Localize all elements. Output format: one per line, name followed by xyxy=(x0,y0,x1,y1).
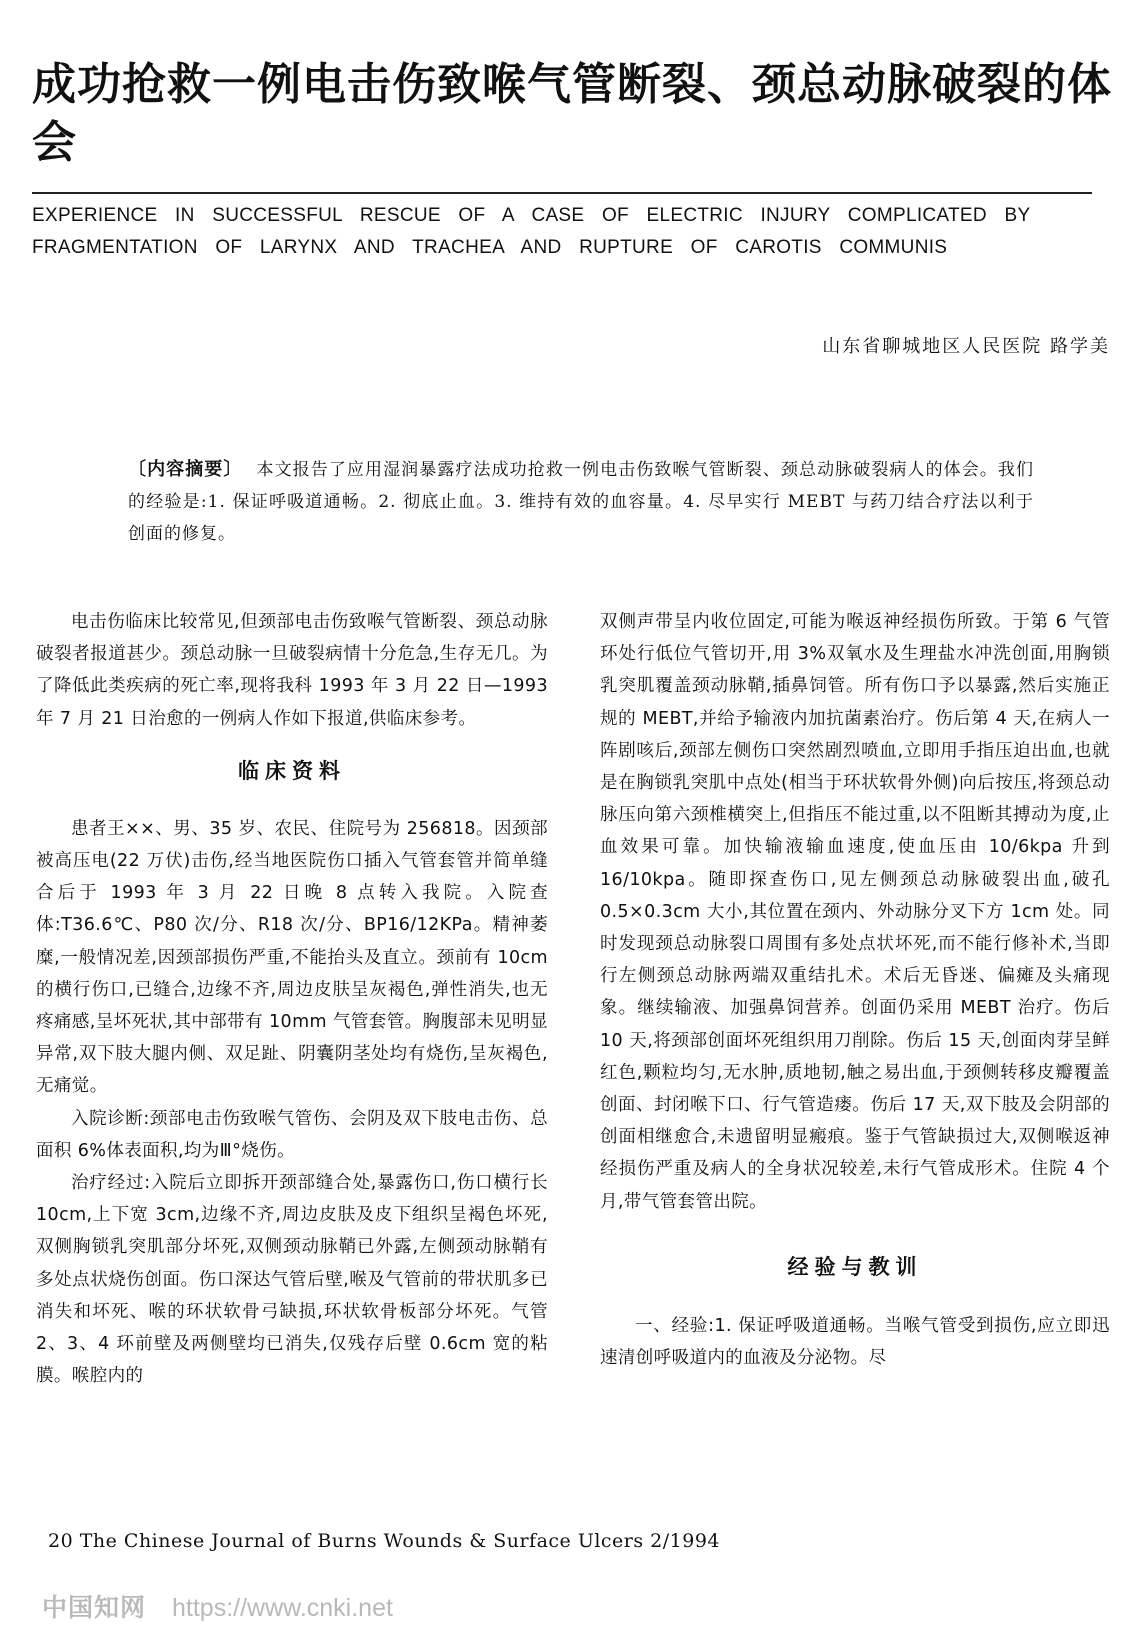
cnki-watermark xyxy=(42,1588,393,1624)
watermark-brand: 中国知网 xyxy=(42,1594,147,1622)
section-heading-experience: 经验与教训 xyxy=(787,1254,923,1279)
abstract-text: 本文报告了应用湿润暴露疗法成功抢救一例电击伤致喉气管断裂、颈总动脉破裂病人的体会。我们的经验是:1. 保证呼吸道通畅。2. 彻底止血。3. 维持有效的血容量。4. 尽早实行 MEBT 与药刀结合疗法以利于创面的修复。 xyxy=(128,460,1034,544)
intro-paragraph: 电击伤临床比较常见,但颈部电击伤致喉气管断裂、颈总动脉破裂者报道甚少。颈总动脉一旦破裂病情十分危急,生存无几。为了降低此类疾病的死亡率,现将我科 1993 年 3 月 22 日—1993 年 7 月 21 日治愈的一例病人作如下报道,供临床参考。 xyxy=(36,612,548,729)
author-affiliation: 山东省聊城地区人民医院 路学美 xyxy=(822,336,1110,357)
case-paragraph: 患者王××、男、35 岁、农民、住院号为 256818。因颈部被高压电(22 万伏)击伤,经当地医院伤口插入气管套管并简单缝合后于 1993 年 3 月 22 日晚 8 点转入我院。入院查体:T36.6℃、P80 次/分、R18 次/分、BP16/12KPa。精神萎糜,一般情况差,因颈部损伤严重,不能抬头及直立。颈前有 10cm 的横行伤口,已缝合,边缘不齐,周边皮肤呈灰褐色,弹性消失,也无疼痛感,呈坏死状,其中部带有 10mm 气管套管。胸腹部未见明显异常,双下肢大腿内侧、双足趾、阴囊阴茎处均有烧伤,呈灰褐色,无痛觉。 xyxy=(36,818,548,1097)
abstract xyxy=(128,454,1034,550)
watermark-url: https://www.cnki.net xyxy=(172,1594,393,1622)
diagnosis-paragraph: 入院诊断:颈部电击伤致喉气管伤、会阴及双下肢电击伤、总面积 6%体表面积,均为Ⅲ°烧伤。 xyxy=(36,1108,548,1161)
treatment-paragraph: 治疗经过:入院后立即拆开颈部缝合处,暴露伤口,伤口横行长 10cm,上下宽 3cm,边缘不齐,周边皮肤及皮下组织呈褐色坏死,双侧胸锁乳突肌部分坏死,双侧颈动脉鞘已外露,左侧颈动脉鞘有多处点状烧伤创面。伤口深达气管后壁,喉及气管前的带状肌多已消失和坏死、喉的环状软骨弓缺损,环状软骨板部分坏死。气管 2、3、4 环前壁及两侧壁均已消失,仅残存后壁 0.6cm 宽的粘膜。喉腔内的 xyxy=(36,1173,548,1387)
abstract-label: 〔内容摘要〕 xyxy=(128,459,243,480)
right-column xyxy=(600,606,1110,1374)
treatment-continued-paragraph: 双侧声带呈内收位固定,可能为喉返神经损伤所致。于第 6 气管环处行低位气管切开,用 3%双氧水及生理盐水冲洗创面,用胸锁乳突肌覆盖颈动脉鞘,插鼻饲管。所有伤口予以暴露,然后实施正规的 MEBT,并给予输液内加抗菌素治疗。伤后第 4 天,在病人一阵剧咳后,颈部左侧伤口突然剧烈喷血,立即用手指压迫出血,也就是在胸锁乳突肌中点处(相当于环状软骨外侧)向后按压,将颈总动脉压向第六颈椎横突上,但指压不能过重,以不阻断其搏动为度,止血效果可靠。加快输液输血速度,使血压由 10/6kpa 升到 16/10kpa。随即探查伤口,见左侧颈总动脉破裂出血,破孔 0.5×0.3cm 大小,其位置在颈内、外动脉分叉下方 1cm 处。同时发现颈总动脉裂口周围有多处点状坏死,而不能行修补术,当即行左侧颈总动脉两端双重结扎术。术后无昏迷、偏瘫及头痛现象。继续输液、加强鼻饲营养。创面仍采用 MEBT 治疗。伤后 10 天,将颈部创面坏死组织用刀削除。伤后 15 天,创面肉芽呈鲜红色,颗粒均匀,无水肿,质地韧,触之易出血,于颈侧转移皮瓣覆盖创面、封闭喉下口、行气管造瘘。伤后 17 天,双下肢及会阴部的创面相继愈合,未遗留明显瘢痕。鉴于气管缺损过大,双侧喉返神经损伤严重及病人的全身状况较差,未行气管成形术。住院 4 个月,带气管套管出院。 xyxy=(600,612,1110,1212)
page-footer: 20 The Chinese Journal of Burns Wounds & Surface Ulcers 2/1994 xyxy=(48,1530,721,1552)
english-title-line-2: FRAGMENTATION OF LARYNX AND TRACHEA AND RUPTURE OF CAROTIS COMMUNIS xyxy=(32,237,948,258)
left-column xyxy=(36,606,548,1392)
section-heading-clinical-data: 临床资料 xyxy=(238,758,346,783)
title-rule xyxy=(32,192,1092,194)
experience-paragraph: 一、经验:1. 保证呼吸道通畅。当喉气管受到损伤,应立即迅速清创呼吸道内的血液及分泌物。尽 xyxy=(600,1315,1110,1369)
article-title: 成功抢救一例电击伤致喉气管断裂、颈总动脉破裂的体会 xyxy=(32,59,1112,168)
english-title-line-1: EXPERIENCE IN SUCCESSFUL RESCUE OF A CASE OF ELECTRIC INJURY COMPLICATED BY xyxy=(32,205,1031,226)
